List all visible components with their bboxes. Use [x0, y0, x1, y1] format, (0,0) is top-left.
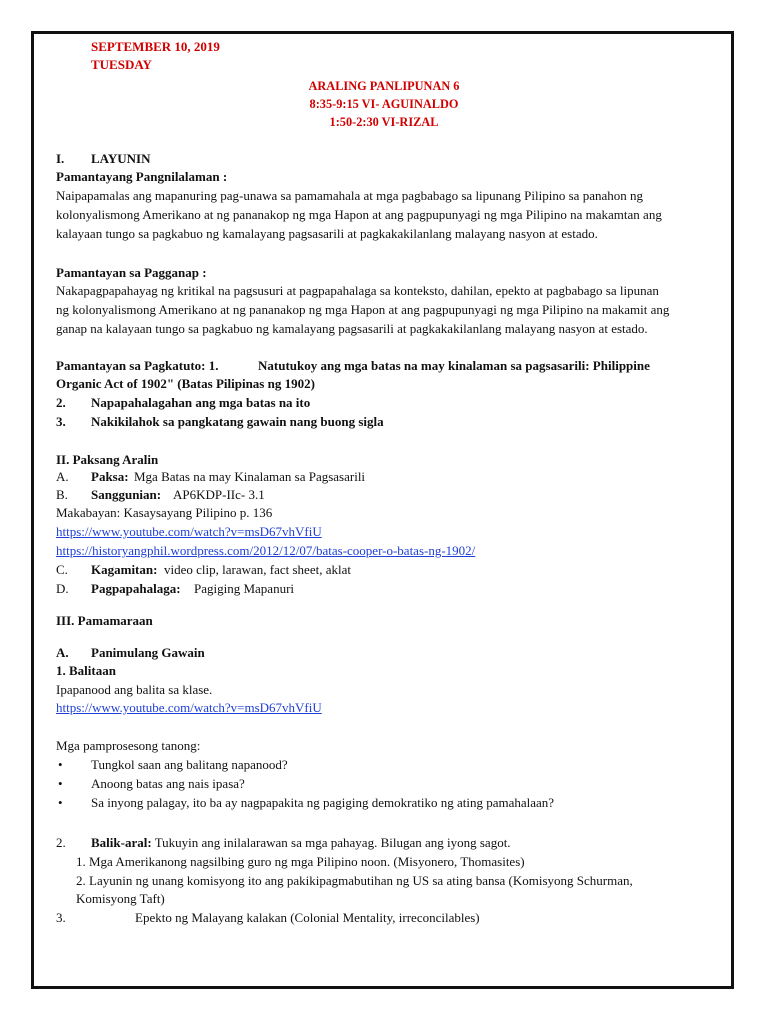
question-1: Tungkol saan ang balitang napanood?	[91, 757, 288, 772]
pagpapahalaga-row	[56, 580, 295, 598]
epekto-text: Epekto ng Malayang kalakan (Colonial Mentality, irreconcilables)	[135, 910, 480, 925]
lesson-day: TUESDAY	[91, 57, 152, 72]
pagganap-line: ganap na kalayaan tungo sa pagkabuo ng kamalayang pagsasarili at pagkakakilanlang malayang nasyon at estado.	[56, 321, 648, 336]
balik-aral-item-2-cont: Komisyong Taft)	[76, 891, 165, 906]
bullet-icon: •	[58, 757, 63, 772]
balik-aral-label: Balik-aral:	[91, 835, 152, 850]
balik-aral-item-2: 2. Layunin ng unang komisyong ito ang pakikipagmabutihan ng US sa ating bansa (Komisyong Schurman,	[76, 873, 633, 888]
list-letter: D.	[56, 581, 69, 596]
pagkatuto-num-3: 3.	[56, 414, 66, 429]
step-number-2: 2.	[56, 835, 66, 850]
sanggunian-row	[56, 486, 265, 504]
balitaan-title: 1. Balitaan	[56, 663, 116, 678]
wordpress-link[interactable]: https://historyangphil.wordpress.com/2012/12/07/batas-cooper-o-batas-ng-1902/	[56, 543, 476, 558]
pagkatuto-num-2: 2.	[56, 395, 66, 410]
list-letter: C.	[56, 562, 68, 577]
balik-aral-item-1: 1. Mga Amerikanong nagsilbing guro ng mga Pilipino noon. (Misyonero, Thomasites)	[76, 854, 525, 869]
paksa-label: Paksa:	[91, 469, 129, 484]
pamprosesong-tanong-label: Mga pamprosesong tanong:	[56, 738, 201, 753]
pagpapahalaga-value: Pagiging Mapanuri	[194, 581, 295, 596]
schedule-aguinaldo: 8:35-9:15 VI- AGUINALDO	[309, 97, 459, 111]
pangnilalaman-line: Naipapamalas ang mapanuring pag-unawa sa pamamahala at mga pagbabago sa lipunang Pilipino sa panahon ng	[56, 188, 643, 203]
pangnilalaman-line: kalayaan tungo sa pagkabuo ng kamalayang pagsasarili at pagkakakilanlang malayang nasyon at estado.	[56, 226, 598, 241]
pagganap-line: Nakapagpapahayag ng kritikal na pagsusuri at pagpapahalaga sa konteksto, dahilan, epekto at pagbabago sa lipunan	[56, 283, 659, 298]
section-num-1: I.	[56, 151, 65, 166]
list-letter: A.	[56, 469, 69, 484]
balik-aral-instruction: Tukuyin ang inilalarawan sa mga pahayag. Bilugan ang iyong sagot.	[154, 835, 511, 850]
makabayan-ref: Makabayan: Kasaysayang Pilipino p. 136	[56, 505, 273, 520]
panimulang-gawain-title: Panimulang Gawain	[91, 645, 205, 660]
kagamitan-value: video clip, larawan, fact sheet, aklat	[164, 562, 351, 577]
schedule-rizal: 1:50-2:30 VI-RIZAL	[329, 115, 439, 129]
question-3: Sa inyong palagay, ito ba ay nagpapakita ng pagiging demokratiko ng ating pamahalaan?	[91, 795, 555, 810]
pamantayang-pangnilalaman-label: Pamantayang Pangnilalaman :	[56, 169, 228, 184]
balik-aral-row	[91, 834, 511, 852]
pagganap-line: ng kolonyalismong Amerikano at ng pananakop ng mga Hapon at ang pagpupunyagi ng mga Pilipino na makamit ang	[56, 302, 670, 317]
pagkatuto-item-1: Natutukoy ang mga batas na may kinalaman sa pagsasarili: Philippine	[258, 358, 650, 373]
step-number-3: 3.	[56, 910, 66, 925]
section-title-pamamaraan: III. Pamamaraan	[56, 613, 153, 628]
youtube-link[interactable]: https://www.youtube.com/watch?v=msD67vhVfiU	[56, 524, 322, 539]
sanggunian-label: Sanggunian:	[91, 487, 162, 502]
paksa-row	[56, 468, 366, 486]
pamantayan-pagganap-label: Pamantayan sa Pagganap :	[56, 265, 207, 280]
lesson-date: SEPTEMBER 10, 2019	[91, 39, 220, 54]
balitaan-youtube-link[interactable]: https://www.youtube.com/watch?v=msD67vhVfiU	[56, 700, 322, 715]
pamantayan-pagkatuto-label: Pamantayan sa Pagkatuto: 1.	[56, 358, 219, 373]
list-letter: A.	[56, 645, 69, 660]
section-title-layunin: LAYUNIN	[91, 151, 151, 166]
paksa-value: Mga Batas na may Kinalaman sa Pagsasarili	[134, 469, 366, 484]
kagamitan-label: Kagamitan:	[91, 562, 158, 577]
question-2: Anoong batas ang nais ipasa?	[91, 776, 245, 791]
ipapanood-text: Ipapanood ang balita sa klase.	[56, 682, 213, 697]
kagamitan-row	[56, 561, 351, 579]
pagkatuto-item-2: Napapahalagahan ang mga batas na ito	[91, 395, 311, 410]
pagpapahalaga-label: Pagpapahalaga:	[91, 581, 181, 596]
bullet-icon: •	[58, 795, 63, 810]
pagkatuto-item-3: Nakikilahok sa pangkatang gawain nang buong sigla	[91, 414, 384, 429]
sanggunian-value: AP6KDP-IIc- 3.1	[173, 487, 265, 502]
list-letter: B.	[56, 487, 68, 502]
pangnilalaman-line: kolonyalismong Amerikano at ng pananakop ng mga Hapon at ang pagpupunyagi ng mga Pilipino na makamtan ang	[56, 207, 662, 222]
bullet-icon: •	[58, 776, 63, 791]
subject-title: ARALING PANLIPUNAN 6	[308, 79, 460, 93]
pagkatuto-item-1-cont: Organic Act of 1902" (Batas Pilipinas ng 1902)	[56, 376, 315, 391]
section-title-paksang-aralin: II. Paksang Aralin	[56, 452, 159, 467]
